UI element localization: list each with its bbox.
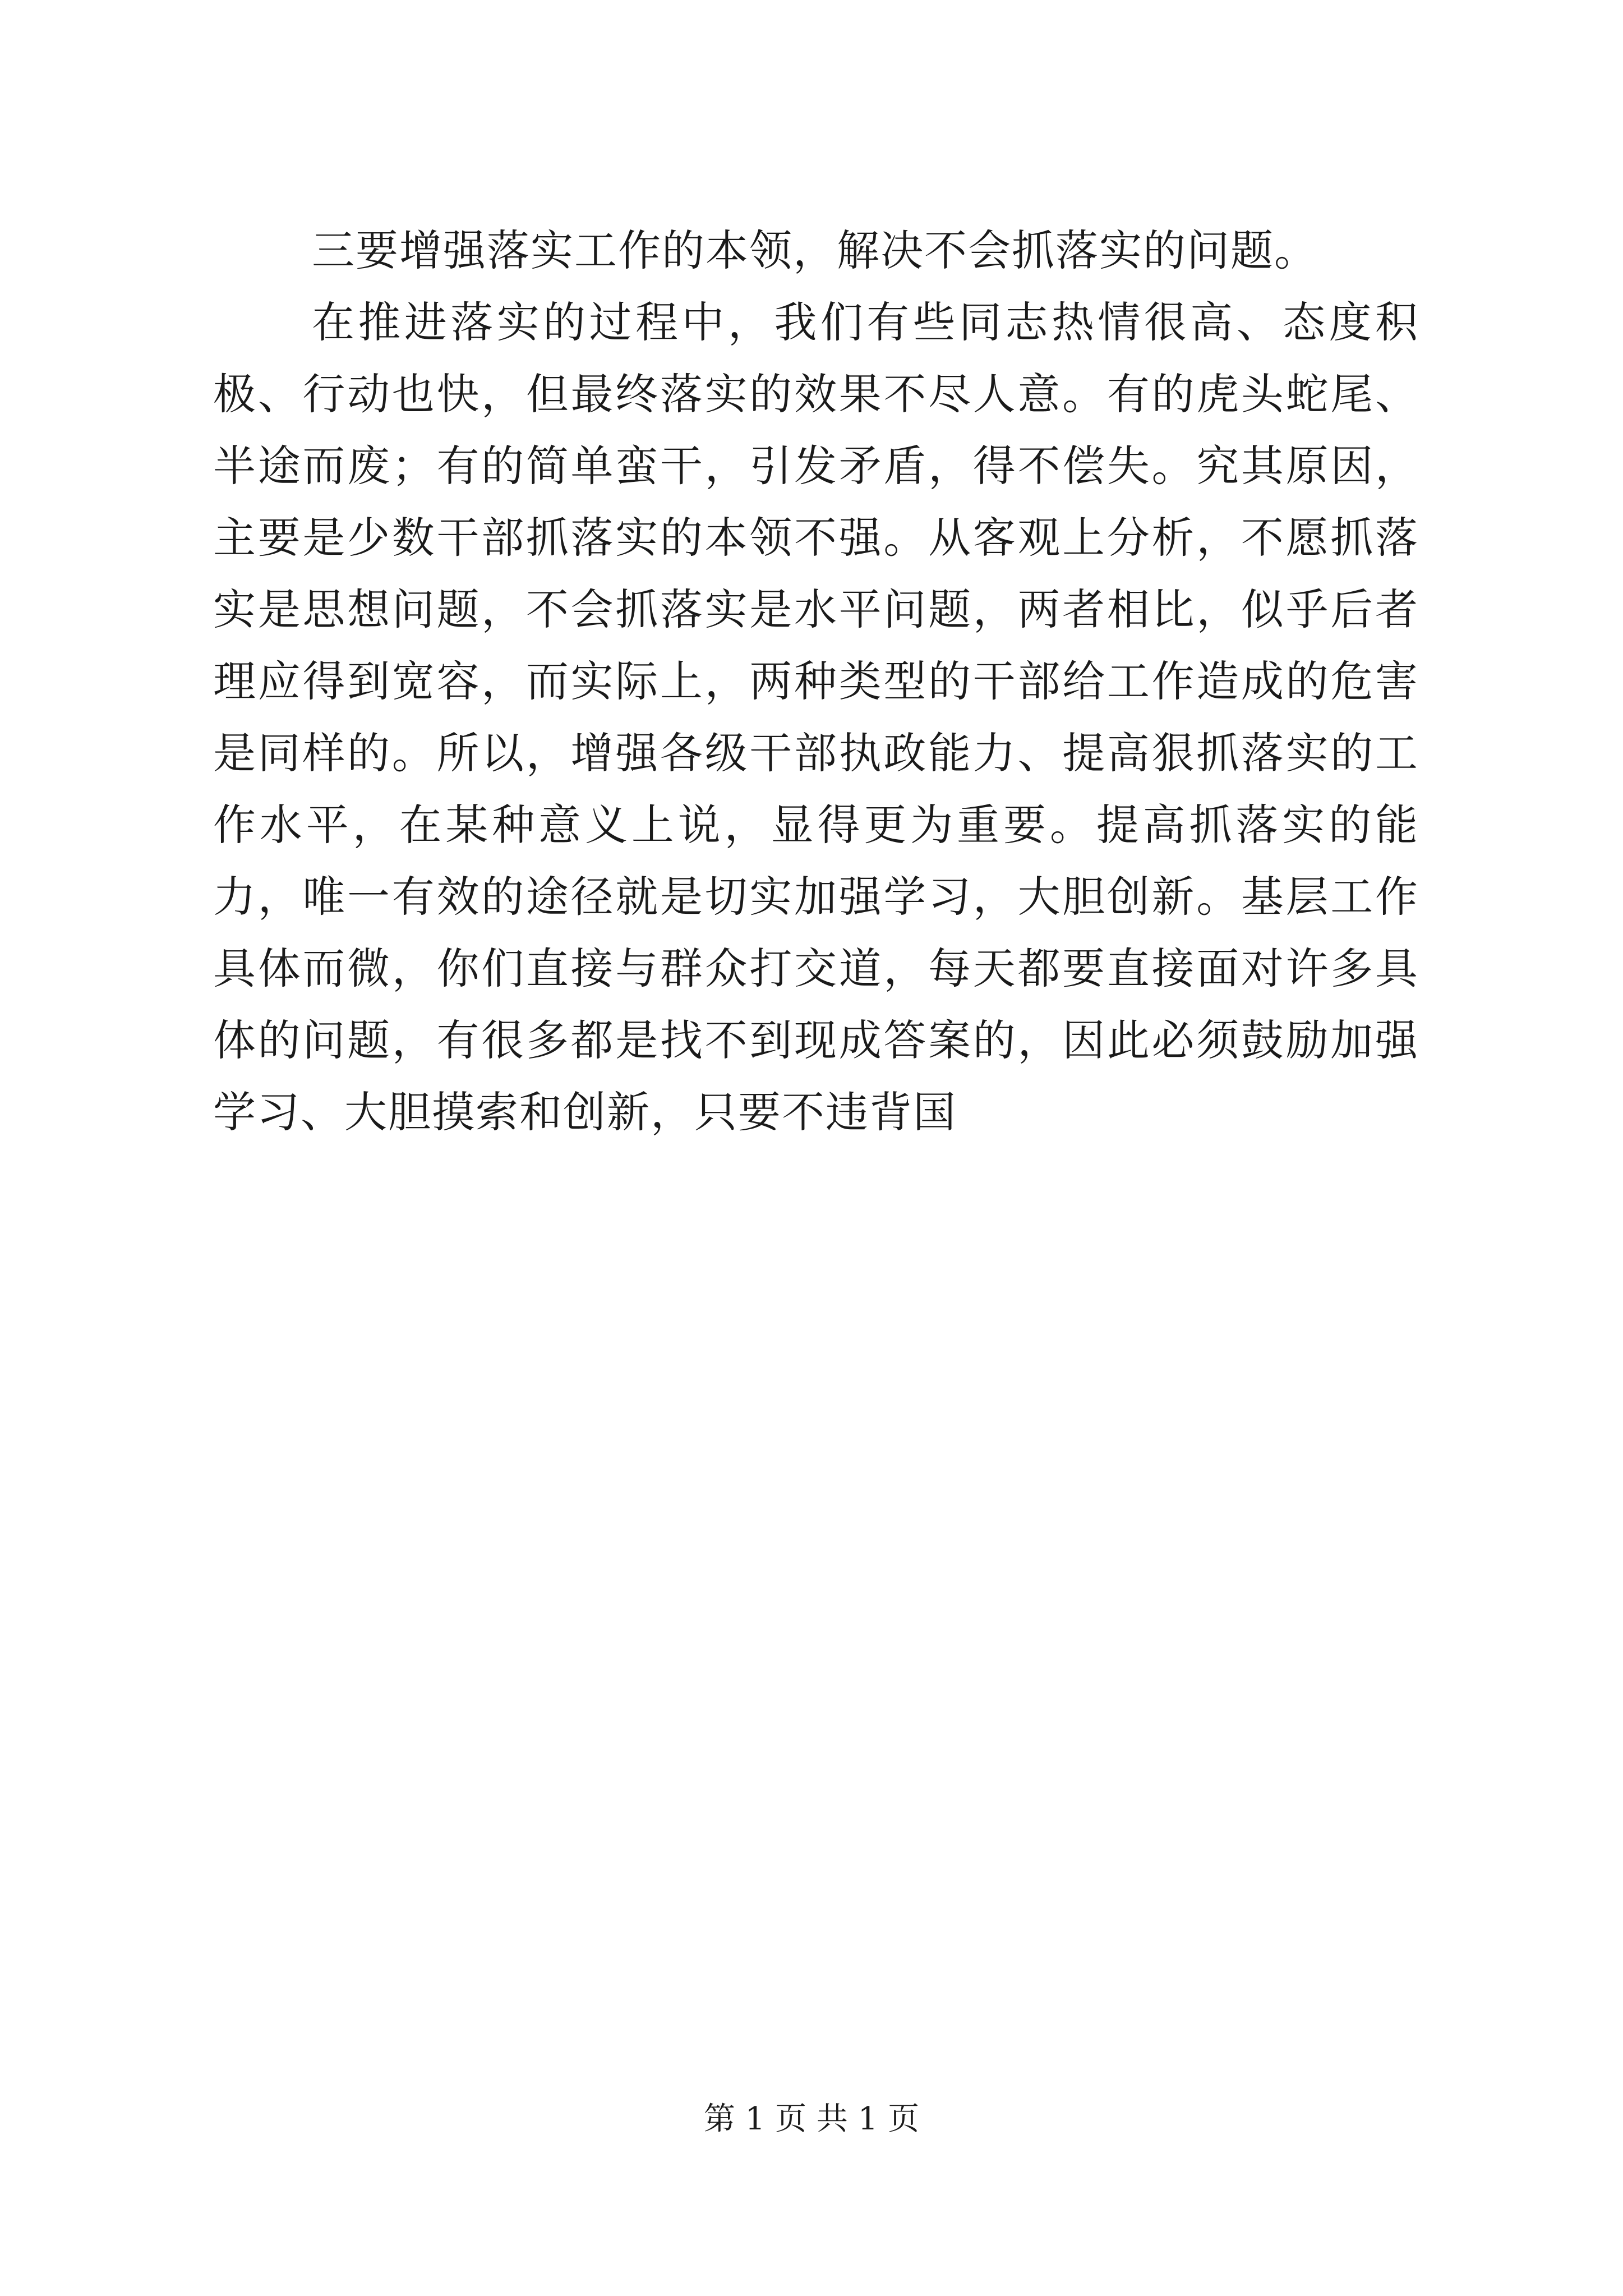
page-footer: 第 1 页 共 1 页	[703, 2101, 920, 2137]
document-body	[213, 215, 1419, 1148]
paragraph-2: 在推进落实的过程中，我们有些同志热情很高、态度积极、行动也快，但最终落实的效果不尽人意。有的虎头蛇尾、半途而废；有的简单蛮干，引发矛盾，得不偿失。究其原因，主要是少数干部抓落实的本领不强。从客观上分析，不愿抓落实是思想问题，不会抓落实是水平问题，两者相比，似乎后者理应得到宽容，而实际上，两种类型的干部给工作造成的危害是同样的。所以，增强各级干部执政能力、提高狠抓落实的工作水平，在某种意义上说，显得更为重要。提高抓落实的能力，唯一有效的途径就是切实加强学习，大胆创新。基层工作具体而微，你们直接与群众打交道，每天都要直接面对许多具体的问题，有很多都是找不到现成答案的，因此必须鼓励加强学习、大胆摸索和创新，只要不违背国	[213, 297, 1419, 1137]
paragraph-1: 三要增强落实工作的本领，解决不会抓落实的问题。	[312, 226, 1318, 275]
